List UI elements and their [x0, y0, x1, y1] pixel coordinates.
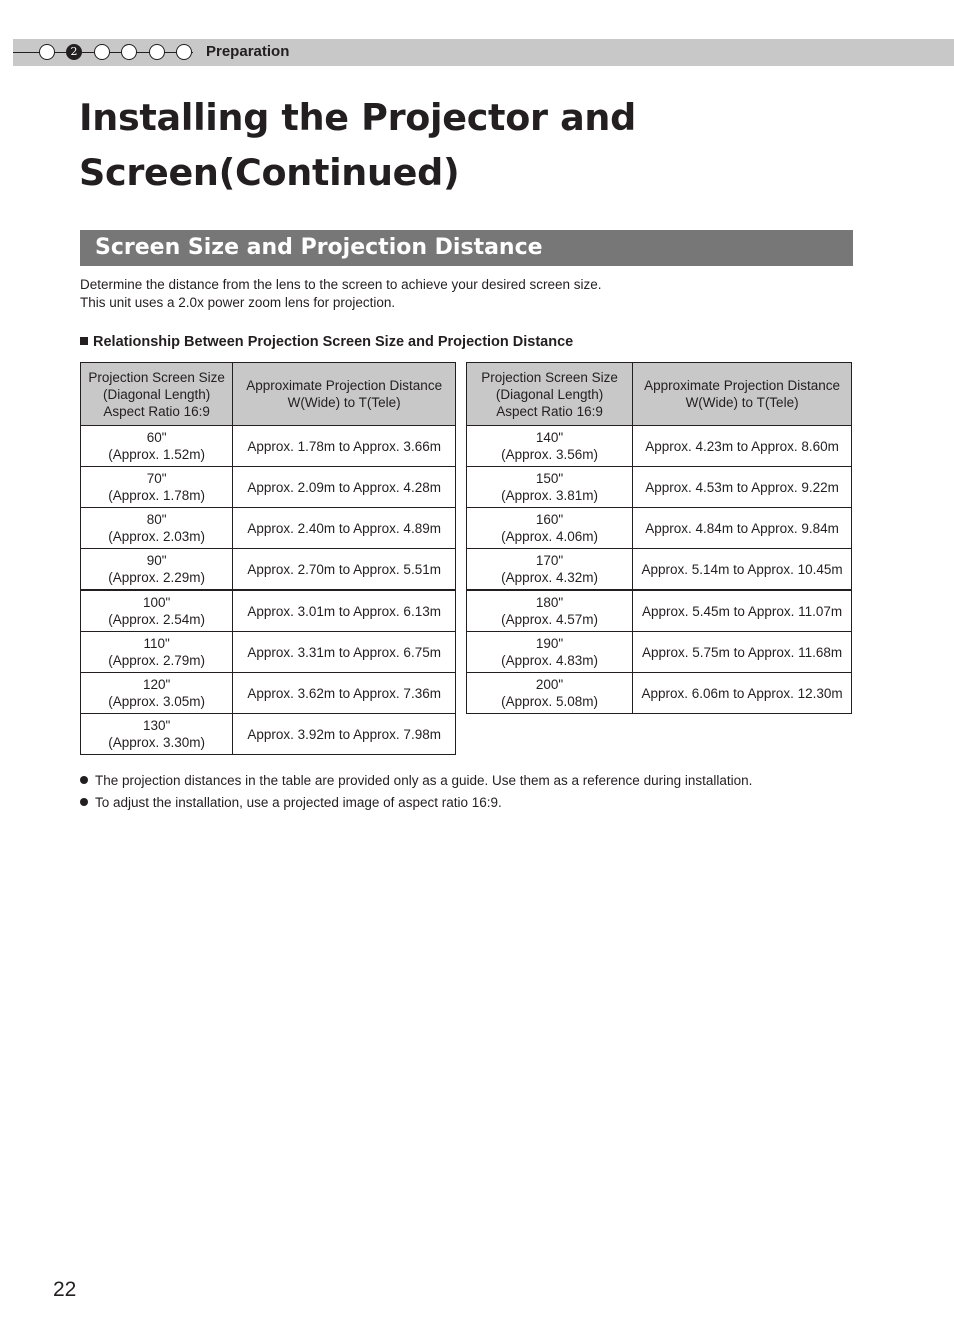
projection-distance-cell: Approx. 4.84m to Approx. 9.84m: [633, 508, 852, 549]
screen-size-metric: (Approx. 1.78m): [108, 488, 206, 503]
header-screen-size: [467, 363, 633, 426]
projection-distance-cell: Approx. 3.31m to Approx. 6.75m: [233, 632, 456, 673]
header-line: Aspect Ratio 16:9: [103, 403, 210, 419]
table-body: [81, 426, 456, 755]
screen-size-cell: [467, 632, 633, 673]
step-circle: [94, 44, 110, 60]
note-item: [80, 792, 752, 814]
screen-size-inches: 100": [142, 595, 171, 610]
intro-line-2: This unit uses a 2.0x power zoom lens for projection.: [80, 295, 396, 310]
screen-size-cell: [467, 508, 633, 549]
projection-distance-cell: Approx. 6.06m to Approx. 12.30m: [633, 673, 852, 714]
screen-size-inches: 200": [535, 677, 564, 692]
projection-distance-cell: Approx. 1.78m to Approx. 3.66m: [233, 426, 456, 467]
screen-size-metric: (Approx. 4.06m): [501, 529, 598, 544]
intro-text: [80, 276, 602, 312]
projection-distance-cell: Approx. 3.01m to Approx. 6.13m: [233, 590, 456, 632]
note-text: To adjust the installation, use a projected image of aspect ratio 16:9.: [95, 795, 502, 810]
step-circle: [149, 44, 165, 60]
screen-size-metric: (Approx. 4.57m): [501, 612, 598, 627]
section-label: Preparation: [206, 43, 290, 60]
page-title-line-2: Screen(Continued): [79, 151, 460, 194]
step-circle: [121, 44, 137, 60]
screen-size-inches: 140": [535, 430, 564, 445]
screen-size-cell: [81, 467, 233, 508]
header-screen-size: [81, 363, 233, 426]
screen-size-metric: (Approx. 4.32m): [501, 570, 598, 585]
screen-size-cell: [467, 590, 633, 632]
screen-size-cell: [81, 714, 233, 755]
projection-distance-cell: Approx. 5.14m to Approx. 10.45m: [633, 549, 852, 591]
table-header-row: [467, 363, 852, 426]
table-row: [81, 714, 456, 755]
table-row: [81, 673, 456, 714]
screen-size-metric: (Approx. 3.05m): [108, 694, 206, 709]
projection-distance-cell: Approx. 3.92m to Approx. 7.98m: [233, 714, 456, 755]
screen-size-cell: [81, 673, 233, 714]
screen-size-inches: 130": [142, 718, 171, 733]
projection-distance-cell: Approx. 4.23m to Approx. 8.60m: [633, 426, 852, 467]
intro-line-1: Determine the distance from the lens to the screen to achieve your desired screen size.: [80, 277, 602, 292]
projection-distance-cell: Approx. 5.45m to Approx. 11.07m: [633, 590, 852, 632]
table-row: [81, 508, 456, 549]
screen-size-inches: 160": [535, 512, 564, 527]
header-line: W(Wide) to T(Tele): [287, 395, 401, 410]
header-line: (Diagonal Length): [102, 386, 211, 402]
bullet-icon: [80, 776, 88, 784]
square-bullet-icon: [80, 337, 88, 345]
screen-size-metric: (Approx. 4.83m): [501, 653, 598, 668]
page-title: [79, 90, 636, 200]
table-heading-text: Relationship Between Projection Screen Size and Projection Distance: [93, 334, 574, 350]
table-row: [467, 590, 852, 632]
distance-table-left: [80, 362, 456, 755]
table-row: [467, 549, 852, 591]
screen-size-cell: [467, 549, 633, 591]
header-projection-distance: [233, 363, 456, 426]
notes-list: [80, 770, 752, 814]
screen-size-metric: (Approx. 5.08m): [501, 694, 598, 709]
screen-size-metric: (Approx. 3.56m): [501, 447, 598, 462]
screen-size-inches: 170": [535, 553, 564, 568]
table-row: [467, 673, 852, 714]
screen-size-inches: 60": [146, 430, 167, 445]
table-header-row: [81, 363, 456, 426]
header-line: Approximate Projection Distance: [644, 378, 840, 393]
screen-size-metric: (Approx. 1.52m): [108, 447, 206, 462]
table-row: [81, 590, 456, 632]
step-circle: [39, 44, 55, 60]
projection-distance-cell: Approx. 2.40m to Approx. 4.89m: [233, 508, 456, 549]
screen-size-inches: 120": [142, 677, 171, 692]
table-heading: [80, 334, 573, 350]
screen-size-metric: (Approx. 3.81m): [501, 488, 598, 503]
table-row: [467, 426, 852, 467]
step-circle: [176, 44, 192, 60]
screen-size-inches: 70": [146, 471, 167, 486]
subsection-title: Screen Size and Projection Distance: [80, 230, 853, 266]
screen-size-metric: (Approx. 2.54m): [108, 612, 206, 627]
table-row: [81, 467, 456, 508]
table-row: [467, 632, 852, 673]
screen-size-metric: (Approx. 2.03m): [108, 529, 206, 544]
screen-size-inches: 190": [535, 636, 564, 651]
distance-table-right: [466, 362, 852, 714]
table-body: [467, 426, 852, 714]
screen-size-metric: (Approx. 2.29m): [108, 570, 206, 585]
projection-distance-cell: Approx. 4.53m to Approx. 9.22m: [633, 467, 852, 508]
screen-size-inches: 80": [146, 512, 167, 527]
screen-size-cell: [81, 590, 233, 632]
page-title-line-1: Installing the Projector and: [79, 96, 636, 139]
screen-size-cell: [81, 549, 233, 591]
step-circle-active: 2: [66, 44, 82, 60]
projection-distance-cell: Approx. 5.75m to Approx. 11.68m: [633, 632, 852, 673]
page-number: 22: [53, 1278, 77, 1301]
table-row: [467, 508, 852, 549]
header-line: Projection Screen Size: [481, 369, 618, 385]
screen-size-cell: [467, 673, 633, 714]
screen-size-cell: [467, 467, 633, 508]
projection-distance-cell: Approx. 2.70m to Approx. 5.51m: [233, 549, 456, 591]
screen-size-inches: 90": [146, 553, 167, 568]
screen-size-inches: 110": [143, 636, 170, 651]
note-text: The projection distances in the table are provided only as a guide. Use them as a reference during installation.: [95, 773, 753, 788]
header-line: Projection Screen Size: [88, 369, 225, 385]
projection-distance-cell: Approx. 3.62m to Approx. 7.36m: [233, 673, 456, 714]
table-row: [81, 632, 456, 673]
screen-size-metric: (Approx. 2.79m): [108, 653, 206, 668]
screen-size-inches: 150": [535, 471, 564, 486]
header-projection-distance: [633, 363, 852, 426]
header-line: Approximate Projection Distance: [246, 378, 443, 393]
screen-size-cell: [81, 632, 233, 673]
screen-size-cell: [81, 426, 233, 467]
header-line: Aspect Ratio 16:9: [496, 403, 603, 419]
screen-size-inches: 180": [535, 595, 564, 610]
table-row: [467, 467, 852, 508]
note-item: [80, 770, 752, 792]
table-row: [81, 426, 456, 467]
header-line: (Diagonal Length): [495, 386, 604, 402]
header-line: W(Wide) to T(Tele): [685, 395, 799, 410]
projection-distance-cell: Approx. 2.09m to Approx. 4.28m: [233, 467, 456, 508]
screen-size-cell: [467, 426, 633, 467]
bullet-icon: [80, 798, 88, 806]
screen-size-metric: (Approx. 3.30m): [108, 735, 206, 750]
screen-size-cell: [81, 508, 233, 549]
table-row: [81, 549, 456, 591]
